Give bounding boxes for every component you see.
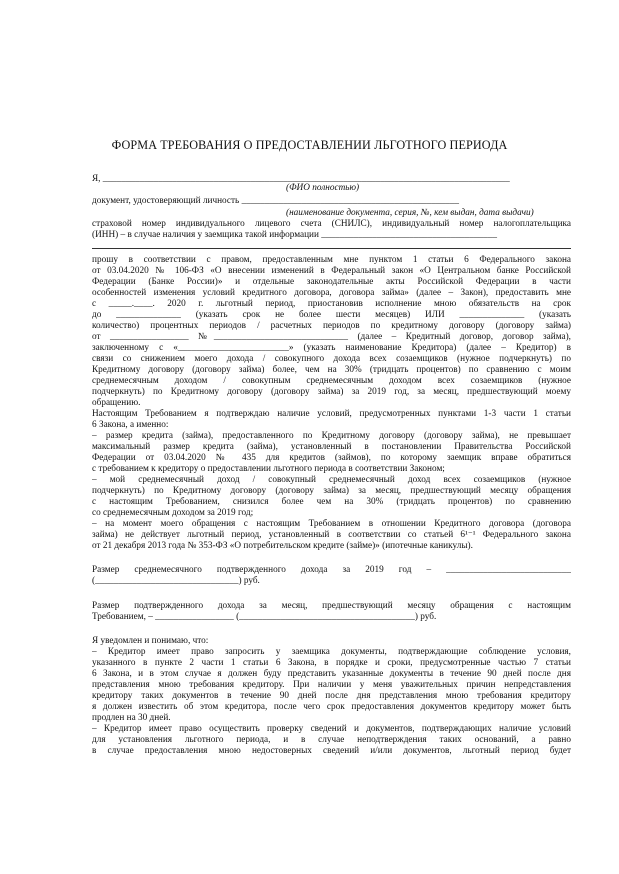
paragraph-line: я должен известить об этом кредитора, после чего срок предоставления документов кредитору может быть: [92, 702, 571, 712]
document-title: ФОРМА ТРЕБОВАНИЯ О ПРЕДОСТАВЛЕНИИ ЛЬГОТНОГО ПЕРИОДА: [111, 138, 508, 152]
fio-line: Я, ________________________________________________________________________________________: [92, 174, 510, 184]
notice-heading: Я уведомлен и понимаю, что:: [92, 636, 209, 646]
paragraph-line: продлен на 30 дней.: [92, 713, 171, 723]
paragraph-line: 6 Закона, а именно:: [92, 420, 169, 430]
paragraph-line: – Кредитор имеет право запросить у заемщика документы, подтверждающие соблюдение условия,: [92, 647, 571, 657]
paragraph-line: со среднемесячным доходом за 2019 год;: [92, 508, 254, 518]
paragraph-line: максимальный размер кредита (займа), установленный в постановлении Правительства Российской: [92, 442, 571, 452]
snils-line: страховой номер индивидуального лицевого счета (СНИЛС), индивидуальный номер налогоплательщика: [92, 219, 571, 229]
paragraph-line: Федерации (Банке России)» и отдельные законодательные акты Российской Федерации в части: [92, 277, 571, 287]
paragraph-line: от 03.04.2020 № 106-ФЗ «О внесении изменений в Федеральный закон «О Центральном банке Российской: [92, 266, 571, 276]
paragraph-line: связи со снижением моего дохода / совокупного дохода всех созаемщиков (нужное подчеркнуть) по: [92, 354, 571, 364]
paragraph-line: – размер кредита (займа), предоставленного по Кредитному договору (договору займа), не превышает: [92, 431, 571, 441]
paragraph-line: заключенному с «________________________» (указать наименование Кредитора) (далее – Кредитор) в: [92, 343, 571, 353]
paragraph-line: – на момент моего обращения с настоящим Требованием в отношении Кредитного договора (договора: [92, 519, 571, 529]
blank-line: [92, 248, 571, 249]
paragraph-line: до ______________ (указать срок не более шести месяцев) ИЛИ ______________ (указать: [92, 310, 571, 320]
paragraph-line: указанного в пункте 2 части 1 статьи 6 Закона, в порядке и сроки, предусмотренные частью 7 статьи: [92, 658, 571, 668]
paragraph-line: – Кредитор имеет право осуществить проверку сведений и документов, подтверждающих наличие условий: [92, 724, 571, 734]
average-income-line: Размер среднемесячного подтвержденного дохода за 2019 год – ___________________________: [92, 565, 571, 575]
document-line: документ, удостоверяющий личность _______________________________________________: [92, 196, 459, 206]
document-caption: (наименование документа, серия, №, кем выдан, дата выдачи): [286, 208, 534, 218]
paragraph-line: количество) процентных периодов / расчетных периодов по кредитному договору (договору займа): [92, 321, 571, 331]
paragraph-line: займа) не действует льготный период, установленный в соответствии со статьей 6¹⁻¹ Федерального закона: [92, 530, 571, 540]
average-income-words: (_______________________________) руб.: [92, 576, 260, 586]
paragraph-line: представления мною требования кредитору. При наличии у меня уважительных причин непредставления: [92, 680, 571, 690]
paragraph-line: с _____.____. 2020 г. льготный период, приостановив исполнение мною обязательств на срок: [92, 299, 571, 309]
paragraph-line: подчеркнуть) по Кредитному договору (договору займа) за 2019 год, за месяц, предшествующий моему: [92, 387, 571, 397]
paragraph-line: для установления льготного периода, и в случае неподтверждения таких оснований, а равно: [92, 735, 571, 745]
month-income-words: Требованием, – _________________ (______________________________________) руб.: [92, 612, 437, 622]
paragraph-line: среднемесячным доходом / совокупным среднемесячным доходом всех созаемщиков (нужное: [92, 376, 571, 386]
paragraph-line: 6 Закона, и в этом случае я должен буду представить указанные документы в течение 90 дней после дня: [92, 669, 571, 679]
fio-caption: (ФИО полностью): [286, 183, 360, 193]
paragraph-line: подчеркнуть) по Кредитному договору (договору займа) за месяц, предшествующий месяцу обращения: [92, 486, 571, 496]
paragraph-line: в случае предоставления мною недостоверных сведений и/или документов, льготный период будет: [92, 746, 571, 756]
paragraph-line: обращению.: [92, 398, 141, 408]
inn-line: (ИНН) – в случае наличия у заемщика такой информации ______________________________________: [92, 230, 498, 240]
paragraph-line: – мой среднемесячный доход / совокупный среднемесячный доход всех созаемщиков (нужное: [92, 475, 571, 485]
paragraph-line: Федерации от 03.04.2020 № 435 для кредитов (займов), по которому заемщик вправе обратиться: [92, 453, 571, 463]
paragraph-line: от 21 декабря 2013 года № 353-ФЗ «О потребительском кредите (займе)» (ипотечные каникулы).: [92, 541, 473, 551]
paragraph-line: с требованием к кредитору о предоставлении льготного периода в соответствии Законом;: [92, 464, 445, 474]
paragraph-line: Кредитному договору (договору займа) более, чем на 30% (тридцать процентов) по сравнению с моим: [92, 365, 571, 375]
paragraph-line: прошу в соответствии с правом, предоставленным мне пунктом 1 статьи 6 Федерального закона: [92, 255, 571, 265]
paragraph-line: особенностей изменения условий кредитного договора, договора займа» (далее – Закон), предоставить мне: [92, 288, 571, 298]
paragraph-line: Настоящим Требованием я подтверждаю наличие условий, предусмотренных пунктами 1-3 части 1 статьи: [92, 409, 571, 419]
paragraph-line: кредитору таких документов в течение 90 дней после дня представления мною требования кредитору: [92, 691, 571, 701]
month-income-line: Размер подтвержденного дохода за месяц, предшествующий месяцу обращения с настоящим: [92, 601, 571, 611]
paragraph-line: от _________________ №_____________________________ (далее – Кредитный договор, договор займа),: [92, 332, 571, 342]
paragraph-line: с настоящим Требованием, снизился более чем на 30% (тридцать процентов) по сравнению: [92, 497, 571, 507]
